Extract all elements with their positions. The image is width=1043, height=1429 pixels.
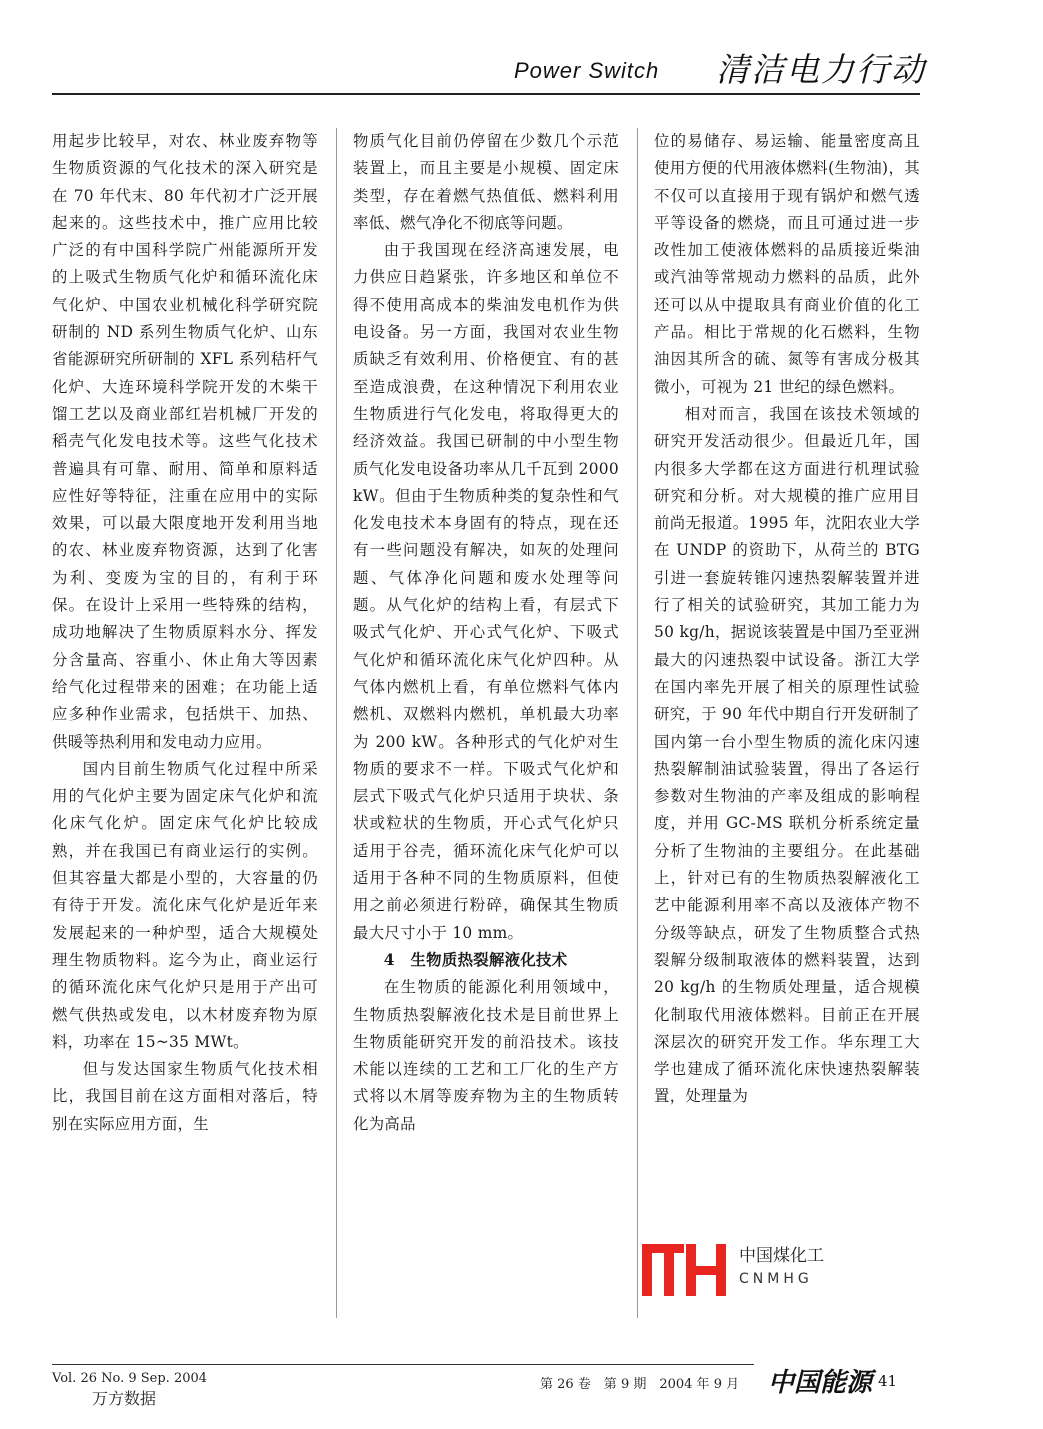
logo-bar-2 [642,1244,684,1253]
col1-paragraph-1: 用起步比较早，对农、林业废弃物等生物质资源的气化技术的深入研究是在 70 年代末、80 年代初才广泛开展起来的。这些技术中，推广应用比较广泛的有中国科学院广州能源所开发的上吸式生物质气化炉和循环流化床气化炉、中国农业机械化科学研究院研制的 ND 系列生物质气化炉、山东省能源研究所研制的 XFL 系列秸杆气化炉、大连环境科学院开发的木柴干馏工艺以及商业部红岩机械厂开发的稻壳气化发电技术等。这些气化技术普遍具有可靠、耐用、简单和原料适应性好等特征，注重在应用中的实际效果，可以最大限度地开发利用当地的农、林业废弃物资源，达到了化害为利、变废为宝的目的，有利于环保。在设计上采用一些特殊的结构，成功地解决了生物质原料水分、挥发分含量高、容重小、休止角大等因素给气化过程带来的困难；在功能上适应多种作业需求，包括烘干、加热、供暖等热利用和发电动力应用。 [52,132,318,751]
watermark-cn: 中国煤化工 [739,1246,824,1266]
article-column-1 [52,128,318,1328]
col1-paragraph-2: 国内目前生物质气化过程中所采用的气化炉主要为固定床气化炉和流化床气化炉。固定床气化炉比较成熟，并在我国已有商业运行的实例。但其容量大都是小型的，大容量的仍有待于开发。流化床气化炉是近年来发展起来的一种炉型，适合大规模处理生物质物料。迄今为止，商业运行的循环流化床气化炉只是用于产出可燃气供热或发电，以木材废弃物为原料，功率在 15~35 MWt。 [52,759,318,1051]
footer-divider [52,1364,754,1365]
watermark-logo-icon [640,1240,732,1300]
col1-paragraph-3: 但与发达国家生物质气化技术相比，我国目前在这方面相对落后，特别在实际应用方面，生 [52,1060,318,1133]
col2-paragraph-2: 由于我国现在经济高速发展，电力供应日趋紧张，许多地区和单位不得不使用高成本的柴油发电机作为供电设备。另一方面，我国对农业生物质缺乏有效利用、价格便宜、有的甚至造成浪费，在这种情况下利用农业生物质进行气化发电，将取得更大的经济效益。我国已研制的中小型生物质气化发电设备功率从几千瓦到 2000 kW。但由于生物质种类的复杂性和气化发电技术本身固有的特点，现在还有一些问题没有解决，如灰的处理问题、气体净化问题和废水处理等问题。从气化炉的结构上看，有层式下吸式气化炉、开心式气化炉、下吸式气化炉和循环流化床气化炉四种。从气体内燃机上看，有单位燃料气体内燃机、双燃料内燃机，单机最大功率为 200 kW。各种形式的气化炉对生物质的要求不一样。下吸式气化炉和层式下吸式气化炉只适用于块状、条状或粒状的生物质，开心式气化炉只适用于谷壳，循环流化床气化炉可以适用于各种不同的生物质原料，但使用之前必须进行粉碎，确保其生物质最大尺寸小于 10 mm。 [353,241,619,942]
column-divider-1 [336,128,337,1318]
section-heading: 4 生物质热裂解液化技术 [383,950,568,969]
col3-paragraph-1: 位的易储存、易运输、能量密度高且使用方便的代用液体燃料(生物油)，其不仅可以直接用于现有锅炉和燃气透平等设备的燃烧，而且可通过进一步改性加工使液体燃料的品质接近柴油或汽油等常规动力燃料的品质，此外还可以从中提取具有商业价值的化工产品。相比于常规的化石燃料，生物油因其所含的硫、氮等有害成分极其微小，可视为 21 世纪的绿色燃料。 [654,132,920,396]
article-column-3 [654,128,920,1328]
logo-bar-6 [716,1244,726,1296]
source-watermark: 万方数据 [92,1389,157,1408]
footer-volume-info: Vol. 26 No. 9 Sep. 2004 [52,1371,208,1386]
page-number: 41 [878,1372,898,1390]
header-divider [52,93,920,95]
article-column-2 [353,128,619,1328]
logo-bar-3 [664,1244,674,1296]
col2-paragraph-1: 物质气化目前仍停留在少数几个示范装置上，而且主要是小规模、固定床类型，存在着燃气热值低、燃料利用率低、燃气净化不彻底等问题。 [353,132,619,232]
col2-paragraph-3: 在生物质的能源化利用领域中，生物质热裂解液化技术是目前世界上生物质能研究开发的前沿技术。该技术能以连续的工艺和工厂化的生产方式将以木屑等废弃物为主的生物质转化为高品 [353,978,619,1133]
footer-issue-info: 第 26 卷 第 9 期 2004 年 9 月 [540,1377,740,1392]
watermark-en: CNMHG [739,1271,813,1287]
footer-journal-name: 中国能源 [768,1368,873,1398]
column-divider-2 [637,128,638,1318]
watermark-text [736,1240,848,1300]
header-title-cn: 清洁电力行动 [716,50,926,89]
header-title-en: Power Switch [514,58,660,83]
col3-paragraph-2: 相对而言，我国在该技术领域的研究开发活动很少。但最近几年，国内很多大学都在这方面进行机理试验研究和分析。对大规模的推广应用目前尚无报道。1995 年，沈阳农业大学在 UNDP 的资助下，从荷兰的 BTG 引进一套旋转锥闪速热裂解装置并进行了相关的试验研究，其加工能力为 50 kg/h，据说该装置是中国乃至亚洲最大的闪速热裂中试设备。浙江大学在国内率先开展了相关的原理性试验研究，于 90 年代中期自行开发研制了国内第一台小型生物质的流化床闪速热裂解制油试验装置，得出了各运行参数对生物油的产率及组成的影响程度，并用 GC-MS 联机分析系统定量分析了生物油的主要组分。在此基础上，针对已有的生物质热裂解液化工艺中能源利用率不高以及液体产物不分级等缺点，研发了生物质整合式热裂解分级制取液体的燃料装置，达到 20 kg/h 的生物质处理量，适合规模化制取代用液体燃料。目前正在开展深层次的研究开发工作。华东理工大学也建成了循环流化床快速热裂解装置，处理量为 [654,404,920,1106]
